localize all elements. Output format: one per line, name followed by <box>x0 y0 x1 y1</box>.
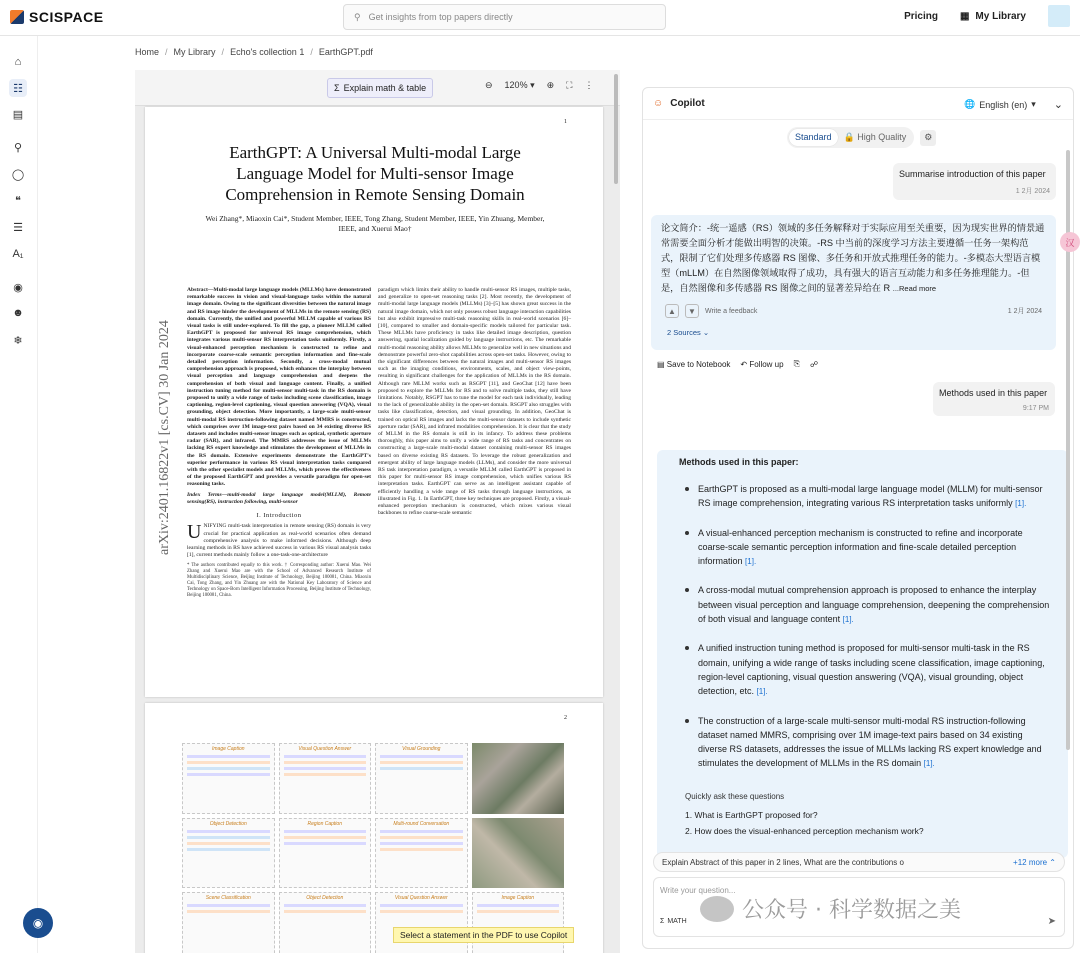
search-icon: ⚲ <box>354 11 361 22</box>
message-time: 9:17 PM <box>1022 405 1049 412</box>
watermark-text: 公众号 · 科学数据之美 <box>742 898 961 923</box>
sigma-icon: Σ <box>334 83 340 93</box>
mode-switch <box>787 127 936 148</box>
quick-question[interactable]: 1. What is EarthGPT proposed for? <box>685 809 818 820</box>
breadcrumb-home[interactable]: Home <box>135 47 160 57</box>
message-time: 1 2月 2024 <box>1007 308 1042 315</box>
pdf-scrollbar[interactable] <box>614 74 618 184</box>
left-sidebar <box>0 36 38 953</box>
explain-math-button[interactable] <box>327 78 433 98</box>
paper-abstract[interactable]: Abstract—Multi-modal large language models (MLLMs) have demonstrated remarkable success in vision and visual-language tasks within the natural image domain. Owing to the significant diversities between the natural image and RS image hinder the development of MLLMs in the remote sensing (RS) domain. Currently, the unified and powerful MLLM capable of various RS visual tasks is still under-explored. To fill the gap, a pioneer MLLM called EarthGPT is proposed for universal RS image comprehension, which integrates various multi-sensor RS interpretation tasks uniformly. Firstly, a visual-enhanced perception mechanism is constructed to refine and incorporate coarse-scale semantic perception information and fine-scale detailed perception information. Secondly, a cross-modal mutual comprehension approach is proposed, which enhances the interplay between visual perception and language comprehension and deepens the comprehension of both visual and language content. Finally, a unified instruction tuning method for multi-sensor multi-task in the RS domain is proposed to unify a wide range of tasks including scene classification, image captioning, region-level captioning, visual question answering (VQA), visual grounding, object detection. More importantly, a large-scale multi-sensor multi-modal RS instruction-following dataset named MMRS is constructed, which comprises over 1M image-text pairs based on 34 existing diverse RS datasets and includes multi-sensor images such as optical, synthetic aperture radar (SAR), and infrared. The MMRS addresses the issue of MLLMs lacking RS expert knowledge and stimulates the development of MLLMs in the RS domain. Extensive experiments demonstrate the EarthGPT's superior performance in various RS visual interpretation tasks compared with the other specialist models and MLLMs, which proves the effectiveness of the proposed EarthGPT and provides a versatile paradigm for open-set reasoning tasks. <box>187 287 371 488</box>
breadcrumb-library[interactable]: My Library <box>173 47 216 57</box>
math-toggle[interactable] <box>660 918 687 925</box>
paper-title[interactable]: EarthGPT: A Universal Multi-modal Large Language Model for Multi-sensor Image Comprehension in Remote Sensing Domain <box>225 143 525 204</box>
mode-toggle-group <box>787 127 914 148</box>
panel-title: Image Caption <box>211 746 245 752</box>
arxiv-id: arXiv:2401.16822v1 [cs.CV] 30 Jan 2024 <box>157 320 172 555</box>
assistant-methods-message <box>657 450 1068 858</box>
copilot-header <box>643 88 1074 120</box>
reply-icon: ↶ <box>740 359 748 369</box>
share-icon[interactable]: ☍ <box>810 359 819 369</box>
feedback-link[interactable]: Write a feedback <box>705 307 758 315</box>
drop-cap: U <box>187 521 202 544</box>
arxiv-stamp <box>145 297 175 557</box>
send-icon[interactable]: ➤ <box>1047 916 1056 927</box>
more-suggestions-label: +12 more <box>1013 857 1048 867</box>
top-nav <box>904 5 1070 27</box>
message-actions <box>657 359 818 369</box>
zoom-out-icon[interactable]: ⊖ <box>485 80 493 90</box>
method-bullet <box>657 526 1068 570</box>
question-placeholder: Write your question... <box>660 886 736 895</box>
method-bullet <box>657 641 1068 699</box>
pdf-toolbar <box>135 70 620 106</box>
chrome-icon[interactable]: ◉ <box>13 281 23 294</box>
math-label: MATH <box>667 918 687 925</box>
search-input[interactable] <box>343 4 666 30</box>
paraphrase-icon[interactable]: A₁ <box>12 248 24 260</box>
chat-icon[interactable]: ◯ <box>11 168 25 181</box>
copilot-title <box>653 98 705 109</box>
read-more-link[interactable]: ...Read more <box>892 284 937 293</box>
bullet-text: A visual-enhanced perception mechanism is constructed to refine and incorporate coarse-scale semantic perception information and fine-scale detailed perception information <box>698 527 1023 567</box>
zoom-value: 120% <box>504 80 528 90</box>
avatar[interactable] <box>1048 5 1070 27</box>
copilot-title-text: Copilot <box>670 98 705 109</box>
quick-question[interactable]: 2. How does the visual-enhanced perception mechanism work? <box>685 825 924 836</box>
save-notebook-button[interactable] <box>657 360 730 369</box>
panel-title: Multi-round Conversation <box>393 820 450 827</box>
language-select[interactable] <box>964 98 1063 111</box>
feedback-row <box>651 304 1056 318</box>
pdf-viewer[interactable] <box>135 70 620 953</box>
search-placeholder: Get insights from top papers directly <box>368 12 513 22</box>
app-name: SCISPACE <box>29 9 104 25</box>
bullet-text: A unified instruction tuning method is proposed for multi-sensor multi-task in the RS domain, unifying a wide range of tasks including scene classification, image captioning, region-level captioning, visual question answering (VQA), visual grounding, object detection, etc. <box>698 643 1045 697</box>
user-message <box>933 382 1055 416</box>
figure-panel <box>279 818 372 889</box>
copilot-icon: ☺ <box>653 98 664 109</box>
paper-right-column[interactable]: paradigm which limits their ability to handle multi-sensor RS images, multiple tasks, and generalize to open-set reasoning tasks [2]. Most recently, the development of multi-modal large language models (MLLMs) [3]–[5] has shown great success in the natural image domain, which not only possess robust language interaction capabilities but also exhibit impressive multi-task reasoning skills in real-world scenarios [6]–[10], compared to smaller and domain-specific models tailored for particular task. These MLLMs have proficiency in tasks like detailed image description, question answering, spatial localization guided by language instructions, etc. The remarkable multi-modal reasoning ability allows MLLMs to generalize well in new situations and demonstrate powerful zero-shot capabilities across open-set tasks. However, owing to the significant differences between the natural images and multi-sensor RS images such as the imaging conditions, environments, scales, and object view-points, resulting in significant challenges for the application of MLLMs in the RS domain. Although rare MLLM works such as RSGPT [11], and GeoChat [12] have been proposed to explore the MLLMs for RS and to solve multiple tasks, they still have limitations. Notably, RSGPT has to tune the model for each task individually, leading to the lack of generalizable ability in the open-set domain. RSGPT also struggles with tasks like classification, detection, and visual grounding. In addition, GeoChat is trained on optical RS images and lacks the multi-sensor datasets to include synthetic aperture radar (SAR), and infrared modalities comprehension. It is clear that the study of MLLM in the RS domain is still in its infancy. To address these problems thoroughly, this paper aims to unify a wide range of RS tasks and concentrates on constructing a large-scale multi-modal dataset containing multi-sensor RS images based on diverse existing RS datasets. To leverage the robust generalization and emergent ability of large language models (LLMs), and consider the more universal RS task interpretation paradigm, a versatile MLLM called EarthGPT is proposed in this paper for multi-sensor RS image comprehension, which unifies various RS interpretation tasks. EarthGPT can serve as an intelligent assistant capable of efficiently handling a wide range of RS tasks through language instructions, as illustrated in Fig. 1. In EarthGPT, three key techniques are proposed. Firstly, a visual-enhanced perception mechanism is constructed, which mixes various visual backbones to refine coarse-scale semantic <box>378 287 571 517</box>
follow-up-button[interactable] <box>740 360 783 369</box>
thumbs-up-icon[interactable]: ▲ <box>665 304 679 318</box>
panel-title: Object Detection <box>306 895 344 902</box>
suggestion-text: Explain Abstract of this paper in 2 lines, What are the contributions o <box>662 857 904 867</box>
panel-title: Object Detection <box>209 820 247 827</box>
paper-footnote: * The authors contributed equally to this work. † Corresponding author: Xuerui Mao. Wei Zhang and Xuerui Mao are with the School of Advanced Research Institute of Multidisciplinary Science, Beijing Institute of Technology, Beijing 100081, China. Miaoxin Cai, Tong Zhang, and Yin Zhuang are with the National Key Laboratory of Science and Technology on Space-Born Intelligent Information Processing, Beijing Institute of Technology, Beijing 100081, China. <box>187 563 371 599</box>
quick-questions-label: Quickly ask these questions <box>685 791 785 801</box>
mode-standard[interactable]: Standard <box>789 129 838 146</box>
save-notebook-label: Save to Notebook <box>666 359 731 369</box>
collapse-chevron-icon[interactable]: ⌄ <box>1053 99 1063 111</box>
copy-icon[interactable]: ⎘ <box>793 359 800 368</box>
more-options-icon[interactable]: ⋮ <box>584 80 594 90</box>
chevron-down-icon: ⌄ <box>702 328 710 337</box>
notebook-icon[interactable]: ▤ <box>12 108 24 121</box>
page-number: 1 <box>564 119 567 125</box>
panel-title: Region Caption <box>307 820 342 827</box>
figure-panel <box>182 892 275 953</box>
mode-high-quality[interactable] <box>838 129 913 146</box>
gear-icon[interactable]: ⚙ <box>920 130 936 146</box>
list-icon[interactable]: ☰ <box>13 221 23 234</box>
panel-title: Visual Grounding <box>402 746 441 752</box>
pdf-page-2[interactable] <box>145 703 603 953</box>
lock-icon: 🔒 <box>843 132 855 142</box>
user-message-text: Summarise introduction of this paper <box>899 169 1046 179</box>
breadcrumb-file: EarthGPT.pdf <box>318 47 373 57</box>
figure-panel <box>182 818 275 889</box>
fullscreen-icon[interactable]: ⛶ <box>566 80 573 90</box>
notebook-icon: ▤ <box>657 359 665 369</box>
library-icon[interactable]: ☷ <box>9 79 27 97</box>
globe-icon: 🌐 <box>964 99 976 109</box>
mode-high-quality-label: High Quality <box>857 132 907 142</box>
sources-label: 2 Sources <box>667 328 701 337</box>
discord-icon[interactable]: ☻ <box>12 307 24 319</box>
panel-title: Image Caption <box>501 895 535 902</box>
my-library-label: My Library <box>975 10 1026 22</box>
sources-toggle[interactable] <box>651 328 1056 337</box>
search-icon[interactable]: ⚲ <box>13 141 23 154</box>
user-message <box>893 163 1056 200</box>
method-bullet <box>657 714 1068 772</box>
assistant-message-text <box>651 215 1056 296</box>
paper-authors[interactable]: Wei Zhang*, Miaoxin Cai*, Student Member, IEEE, Tong Zhang, Student Member, IEEE, Yin Zhuang, Member, IEEE, and Xuerui Mao† <box>205 214 545 233</box>
methods-heading: Methods used in this paper: <box>679 457 799 467</box>
figure-panel <box>279 743 372 814</box>
figure-panel <box>182 743 275 814</box>
satellite-image <box>472 743 565 814</box>
figure-panel <box>279 892 372 953</box>
logo-icon <box>10 10 24 24</box>
page-number: 2 <box>564 715 567 721</box>
quote-icon[interactable]: ❝ <box>15 194 21 207</box>
wechat-logo-icon <box>700 896 734 922</box>
sigma-icon: Σ <box>660 918 665 925</box>
my-library-link[interactable] <box>960 11 1026 22</box>
breadcrumb-collection[interactable]: Echo's collection 1 <box>230 47 305 57</box>
library-icon: ▦ <box>959 10 970 22</box>
translate-badge[interactable]: 汉 <box>1060 232 1080 252</box>
bullet-text: A cross-modal mutual comprehension approach is proposed to enhance the interplay between visual perception and language comprehension, deepening the comprehension of both visual and language content <box>698 585 1050 625</box>
method-bullet <box>657 482 1068 512</box>
explain-label: Explain math & table <box>343 83 427 93</box>
language-value: English (en) <box>979 99 1028 110</box>
top-bar <box>0 0 1080 36</box>
paper-left-column[interactable] <box>187 287 371 599</box>
figure-panel <box>375 892 468 953</box>
assistant-summary: 论文简介：-统一遥感（RS）领域的多任务解释对于实际应用至关重要，因为现实世界的情景通常需要全面分析才能做出明智的决策。-RS 中当前的深度学习方法主要遵循一任务一架构范式，限制了它们处理多传感器 RS 图像、多任务和开放式推理任务的能力。-多模态大型语言模型（mLLM）在自然图像领域取得了成功，具有强大的语言互动能力和多任务推理能力。-但是，自然图像和多传感器 RS 图像之间的显著差异给在 R <box>661 223 1045 293</box>
zoom-controls <box>485 80 593 91</box>
citation-link[interactable]: [1]. <box>756 687 768 697</box>
breadcrumb: Home / My Library / Echo's collection 1 / EarthGPT.pdf <box>135 47 373 57</box>
citation-link[interactable]: [1]. <box>923 759 935 769</box>
figure-panel <box>472 892 565 953</box>
watermark <box>700 893 961 924</box>
thumbs-down-icon[interactable]: ▼ <box>685 304 699 318</box>
home-icon[interactable]: ⌂ <box>14 56 22 68</box>
assistant-message <box>651 215 1056 350</box>
panel-title: Visual Question Answer <box>298 746 352 752</box>
user-message-text: Methods used in this paper <box>939 388 1048 398</box>
citation-link[interactable]: [1]. <box>842 615 854 625</box>
figure-panel <box>375 818 468 889</box>
message-time: 1 2月 2024 <box>1015 188 1050 195</box>
panel-title: Scene Classification <box>205 895 251 902</box>
method-bullet <box>657 583 1068 627</box>
citation-link[interactable]: [1]. <box>745 557 757 567</box>
panel-title: Visual Question Answer <box>394 895 448 902</box>
bullet-text: The construction of a large-scale multi-sensor multi-modal RS instruction-following dataset named MMRS, comprising over 1M image-text pairs based on 34 existing diverse RS datasets, addresses the issue of MLLMs lacking RS expert knowledge and stimulates the development of MLLMs in the RS domain <box>698 715 1042 769</box>
figure-1[interactable] <box>182 743 564 953</box>
citation-link[interactable]: [1]. <box>1015 499 1027 509</box>
bullet-text: EarthGPT is proposed as a multi-modal large language model (MLLM) for multi-sensor RS image comprehension, integrating various RS interpretation tasks uniformly <box>698 484 1043 509</box>
section-heading: I. Introduction <box>256 512 302 520</box>
zoom-in-icon[interactable]: ⊕ <box>546 80 555 90</box>
more-suggestions-button[interactable]: +12 more ⌃ <box>1013 857 1056 867</box>
scispace-logo[interactable] <box>10 9 104 25</box>
figure-panel <box>375 743 468 814</box>
pricing-link[interactable]: Pricing <box>904 10 938 22</box>
copilot-panel <box>642 87 1074 949</box>
zoom-select[interactable]: 120% ▾ <box>504 80 535 90</box>
suggestion-chip[interactable] <box>653 852 1065 872</box>
pdf-page-1[interactable] <box>145 107 603 697</box>
openai-icon[interactable]: ❄ <box>13 334 23 347</box>
chevron-down-icon: ▾ <box>1031 99 1036 109</box>
satellite-image <box>472 818 565 889</box>
intro-paragraph[interactable] <box>187 523 371 559</box>
copilot-tooltip: Select a statement in the PDF to use Copilot <box>393 927 574 943</box>
help-button[interactable]: ◉ <box>23 908 53 938</box>
intro-text: NIFYING multi-task interpretation in remote sensing (RS) domain is very crucial for practical application as real-world scenarios often demand comprehensive analysis to make informed decisions. Although deep learning methods in RS have achieved success in various RS visual analysis tasks [1], current methods mainly follow a one-task-one-architecture <box>187 523 371 559</box>
follow-up-label: Follow up <box>749 359 784 369</box>
paper-index-terms[interactable]: Index Terms—multi-modal large language model(MLLM), Remote sensing(RS), instruction following, multi-sensor <box>187 491 371 505</box>
